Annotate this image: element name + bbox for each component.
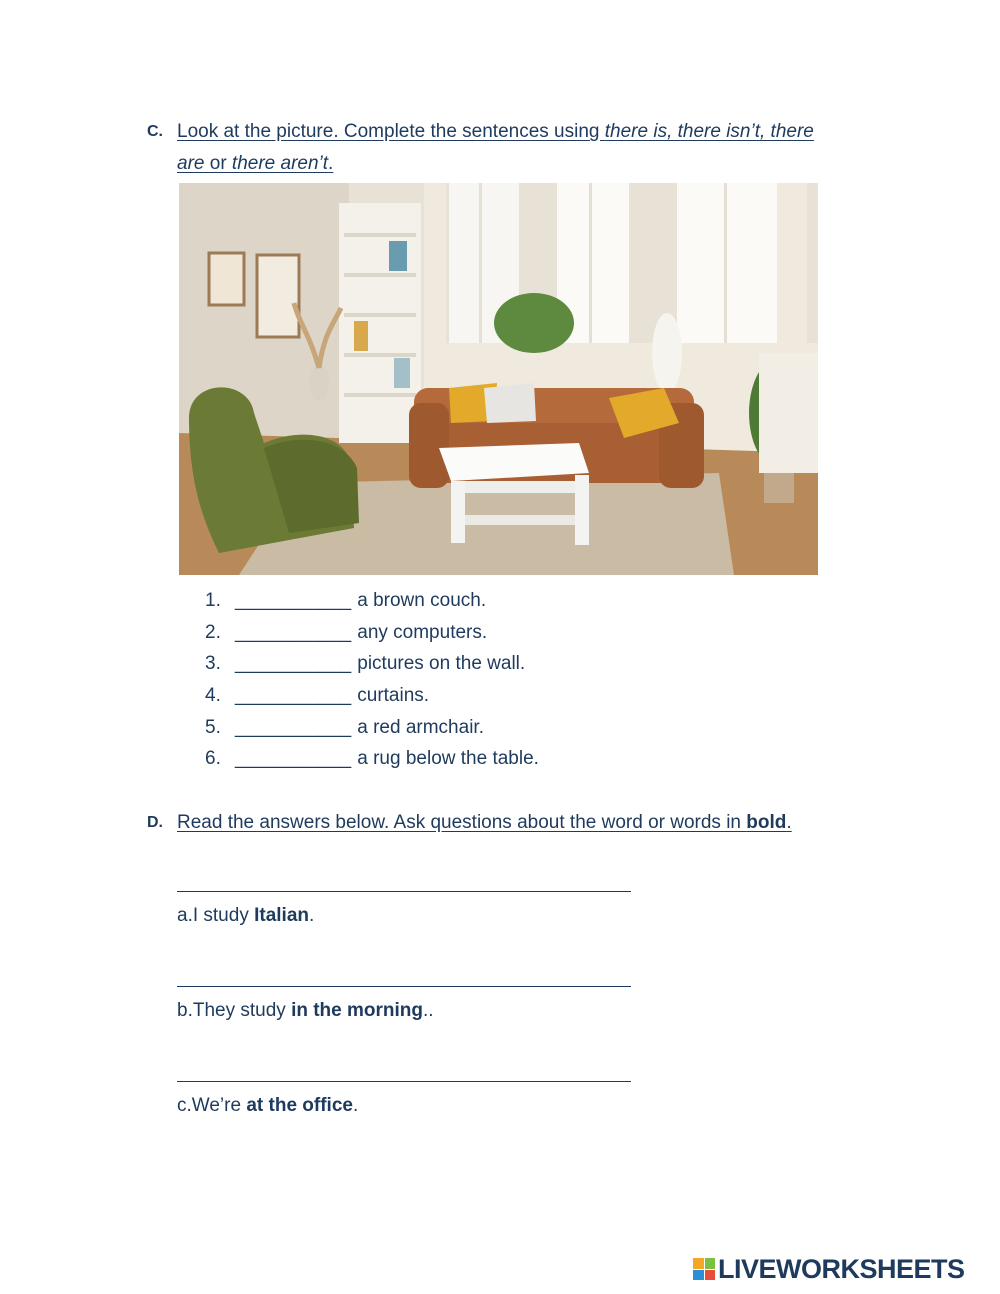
answer-c-prefix: c.We’re: [177, 1095, 247, 1116]
blank-field[interactable]: ___________: [235, 748, 352, 770]
section-c-instruction-text-1: Look at the picture. Complete the sentences using: [177, 121, 605, 142]
section-c-instruction-italic-2: are: [177, 153, 205, 174]
liveworksheets-logo: [693, 1253, 965, 1285]
answer-b: [177, 1000, 434, 1022]
list-item: [205, 680, 539, 712]
item-number: 1.: [205, 590, 221, 611]
answer-a-bold: Italian: [254, 905, 310, 926]
list-item: [205, 585, 539, 617]
answer-input-line-b[interactable]: [177, 986, 631, 987]
item-number: 5.: [205, 716, 221, 738]
section-d-instruction: [177, 807, 792, 839]
item-number: 3.: [205, 653, 221, 675]
item-text: any computers.: [357, 621, 488, 643]
item-number: 2.: [205, 621, 221, 643]
liveworksheets-logo-text: LIVEWORKSHEETS: [718, 1253, 965, 1284]
living-room-picture: [179, 183, 818, 575]
item-text: a brown couch.: [357, 590, 487, 611]
list-item: [205, 617, 539, 649]
section-c-instruction-italic-3: there aren’t: [231, 153, 329, 174]
item-text: curtains.: [357, 685, 430, 707]
section-c-instruction-text-2: or: [204, 153, 232, 174]
blank-field[interactable]: ___________: [235, 653, 352, 675]
section-d-heading: [147, 807, 792, 839]
section-c-heading: [147, 116, 887, 180]
section-c-instruction-text-3: .: [328, 153, 334, 174]
blank-field[interactable]: ___________: [235, 621, 352, 643]
liveworksheets-logo-icon: [693, 1258, 715, 1280]
list-item: [205, 712, 539, 744]
item-text: a red armchair.: [357, 716, 484, 738]
answer-b-bold: in the morning: [291, 1000, 423, 1021]
answer-a-prefix: a.I study: [177, 905, 255, 926]
section-c-items: [205, 585, 539, 775]
answer-input-line-c[interactable]: [177, 1081, 631, 1082]
section-d-instruction-end: .: [786, 812, 792, 833]
section-c-letter: C.: [147, 123, 163, 140]
list-item: [205, 743, 539, 775]
blank-field[interactable]: ___________: [235, 716, 352, 738]
answer-a-suffix: .: [309, 905, 315, 926]
answer-c-suffix: .: [352, 1095, 359, 1116]
answer-a: [177, 905, 314, 927]
answer-b-suffix: ..: [423, 1000, 434, 1021]
answer-b-prefix: b.They study: [177, 1000, 292, 1021]
answer-c-bold: at the office: [246, 1095, 353, 1116]
section-d-letter: D.: [147, 814, 163, 831]
item-number: 6.: [205, 748, 221, 770]
section-c-instruction-italic-1: there is, there isn’t, there: [604, 121, 814, 142]
list-item: [205, 648, 539, 680]
answer-c: [177, 1095, 358, 1117]
item-number: 4.: [205, 685, 221, 707]
item-text: a rug below the table.: [357, 748, 539, 770]
answer-input-line-a[interactable]: [177, 891, 631, 892]
section-d-instruction-bold: bold: [746, 812, 787, 833]
item-text: pictures on the wall.: [357, 653, 526, 675]
blank-field[interactable]: ___________: [235, 590, 352, 611]
section-d-instruction-text: Read the answers below. Ask questions about the word or words in: [177, 812, 747, 833]
blank-field[interactable]: ___________: [235, 685, 352, 707]
section-c-instruction: [177, 116, 814, 180]
